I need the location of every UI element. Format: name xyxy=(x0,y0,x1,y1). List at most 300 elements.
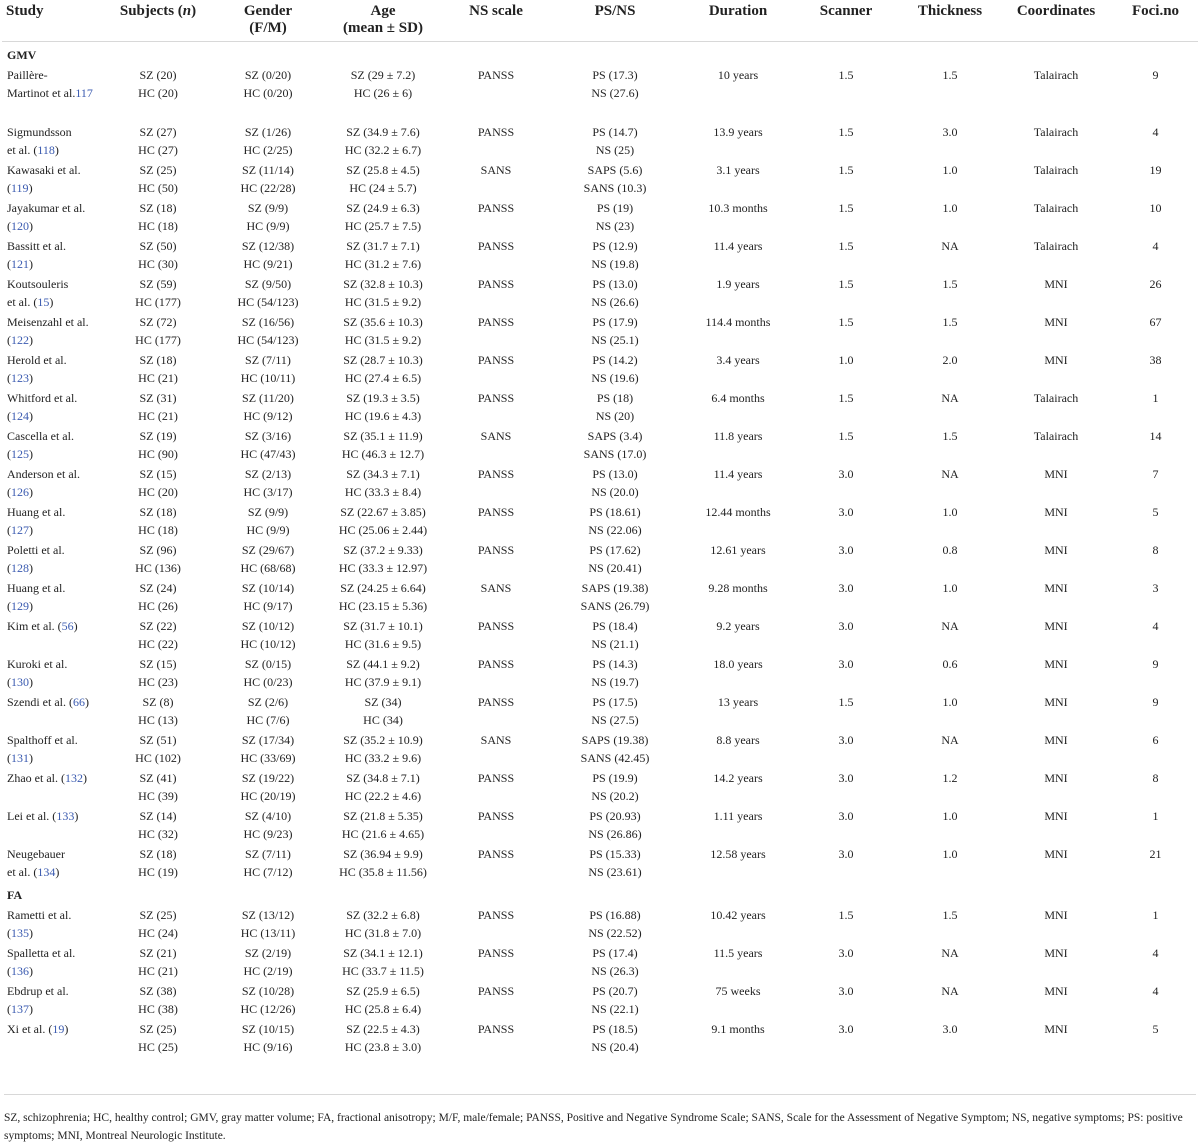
ns-scale-cell-sz: PANSS xyxy=(477,277,515,291)
gender-cell xyxy=(217,578,319,616)
ns-scale-cell-sz: PANSS xyxy=(477,543,515,557)
age-cell-sz: SZ (24.25 ± 6.64) xyxy=(340,581,426,595)
age-cell-sz: SZ (22.67 ± 3.85) xyxy=(340,505,426,519)
table-row xyxy=(2,198,1198,236)
scanner-cell-sz: 3.0 xyxy=(838,946,854,960)
duration-cell-sz: 75 weeks xyxy=(715,984,761,998)
gender-cell-hc: HC (12/26) xyxy=(240,1002,296,1016)
scanner-cell xyxy=(791,981,901,1019)
duration-cell-sz: 12.44 months xyxy=(705,505,771,519)
reference-link[interactable]: 127 xyxy=(11,523,29,537)
ps-ns-cell-sz: SAPS (3.4) xyxy=(587,429,643,443)
reference-link[interactable]: 122 xyxy=(11,333,29,347)
age-cell-sz: SZ (35.2 ± 10.9) xyxy=(343,733,423,747)
gender-cell-hc: HC (0/23) xyxy=(243,675,293,689)
ps-ns-cell-sz: SAPS (19.38) xyxy=(581,733,649,747)
coordinates-cell-sz: MNI xyxy=(1044,847,1068,861)
study-name: Sigmundsson xyxy=(7,125,72,139)
foci-cell xyxy=(1113,388,1198,426)
reference-link[interactable]: 121 xyxy=(11,257,29,271)
reference-link[interactable]: 123 xyxy=(11,371,29,385)
duration-cell-sz: 9.28 months xyxy=(708,581,768,595)
age-cell xyxy=(319,350,447,388)
scanner-cell xyxy=(791,540,901,578)
age-cell-hc: HC (33.3 ± 8.4) xyxy=(344,485,422,499)
scanner-cell xyxy=(791,844,901,882)
foci-cell-sz: 1 xyxy=(1152,391,1159,405)
table-row xyxy=(2,464,1198,502)
study-cell xyxy=(2,1019,99,1057)
study-name-cont: et al. (134) xyxy=(7,865,60,879)
col-ps-ns: PS/NS xyxy=(545,0,685,42)
subjects-cell xyxy=(99,1019,217,1057)
age-cell xyxy=(319,905,447,943)
ps-ns-cell-sz: PS (16.88) xyxy=(589,908,641,922)
study-cell xyxy=(2,350,99,388)
reference-link[interactable]: 135 xyxy=(11,926,29,940)
gender-cell xyxy=(217,464,319,502)
gender-cell xyxy=(217,160,319,198)
col-scanner: Scanner xyxy=(791,0,901,42)
ps-ns-cell-hc: NS (22.1) xyxy=(591,1002,639,1016)
subjects-cell xyxy=(99,502,217,540)
ps-ns-cell-sz: PS (20.93) xyxy=(589,809,641,823)
ps-ns-cell-hc: NS (19.8) xyxy=(591,257,639,271)
ps-ns-cell-hc: NS (25) xyxy=(595,143,635,157)
thickness-cell xyxy=(901,1019,999,1057)
ps-ns-cell xyxy=(545,160,685,198)
table-row xyxy=(2,160,1198,198)
ps-ns-cell-sz: SAPS (5.6) xyxy=(587,163,643,177)
duration-cell xyxy=(685,502,791,540)
table-row xyxy=(2,806,1198,844)
studies-table xyxy=(2,0,1198,1057)
age-cell-hc: HC (25.8 ± 6.4) xyxy=(344,1002,422,1016)
age-cell xyxy=(319,122,447,160)
duration-cell-sz: 3.4 years xyxy=(716,353,760,367)
thickness-cell xyxy=(901,654,999,692)
coordinates-cell-sz: MNI xyxy=(1044,809,1068,823)
ns-scale-cell-sz: SANS xyxy=(480,733,512,747)
age-cell-hc: HC (25.7 ± 7.5) xyxy=(344,219,422,233)
scanner-cell-sz: 1.5 xyxy=(838,201,854,215)
reference-link[interactable]: 128 xyxy=(11,561,29,575)
subjects-cell-hc: HC (25) xyxy=(138,1040,178,1054)
coordinates-cell xyxy=(999,426,1113,464)
scanner-cell-sz: 3.0 xyxy=(838,543,854,557)
age-cell-hc: HC (33.2 ± 9.6) xyxy=(344,751,422,765)
subjects-cell-sz: SZ (25) xyxy=(139,1022,177,1036)
reference-link[interactable]: 132 xyxy=(64,771,83,785)
study-name: Ebdrup et al. xyxy=(7,984,69,998)
study-name: Paillère- xyxy=(7,68,48,82)
reference-link[interactable]: 66 xyxy=(72,695,85,709)
gender-cell-sz: SZ (7/11) xyxy=(245,847,291,861)
coordinates-cell xyxy=(999,943,1113,981)
duration-cell-sz: 114.4 months xyxy=(705,315,771,329)
gender-cell-hc: HC (54/123) xyxy=(237,333,299,347)
duration-cell-sz: 11.4 years xyxy=(713,467,763,481)
scanner-cell xyxy=(791,236,901,274)
subjects-cell-hc: HC (23) xyxy=(138,675,178,689)
reference-link[interactable]: 137 xyxy=(11,1002,29,1016)
study-cell xyxy=(2,388,99,426)
ps-ns-cell xyxy=(545,464,685,502)
subjects-cell xyxy=(99,943,217,981)
coordinates-cell xyxy=(999,981,1113,1019)
gender-cell xyxy=(217,654,319,692)
study-name-cont: (135) xyxy=(7,926,33,940)
gender-cell-hc: HC (47/43) xyxy=(240,447,296,461)
table-row xyxy=(2,350,1198,388)
duration-cell-sz: 13.9 years xyxy=(713,125,763,139)
subjects-cell-hc: HC (24) xyxy=(138,926,178,940)
ns-scale-cell xyxy=(447,943,545,981)
study-name-cont: (127) xyxy=(7,523,33,537)
thickness-cell xyxy=(901,198,999,236)
ps-ns-cell-sz: PS (18.61) xyxy=(589,505,641,519)
gender-cell-sz: SZ (2/13) xyxy=(244,467,292,481)
ns-scale-cell-sz: PANSS xyxy=(477,908,515,922)
gender-cell xyxy=(217,65,319,122)
age-cell-sz: SZ (34.9 ± 7.6) xyxy=(346,125,420,139)
duration-cell xyxy=(685,806,791,844)
age-cell-hc: HC (31.8 ± 7.0) xyxy=(344,926,422,940)
study-name: Rametti et al. xyxy=(7,908,72,922)
subjects-cell xyxy=(99,274,217,312)
table-row xyxy=(2,616,1198,654)
ns-scale-cell-sz: PANSS xyxy=(477,467,515,481)
age-cell xyxy=(319,943,447,981)
duration-cell xyxy=(685,236,791,274)
study-name-cont: (123) xyxy=(7,371,33,385)
gender-cell xyxy=(217,806,319,844)
ps-ns-cell-hc: SANS (10.3) xyxy=(583,181,647,195)
ps-ns-cell xyxy=(545,312,685,350)
scanner-cell-sz: 1.5 xyxy=(838,68,854,82)
reference-link[interactable]: 130 xyxy=(11,675,29,689)
subjects-cell-hc: HC (32) xyxy=(138,827,178,841)
subjects-cell-sz: SZ (25) xyxy=(139,163,177,177)
ns-scale-cell-sz: PANSS xyxy=(477,695,515,709)
duration-cell-sz: 11.5 years xyxy=(713,946,763,960)
thickness-cell-sz: 1.0 xyxy=(942,809,958,823)
study-name: Poletti et al. xyxy=(7,543,65,557)
age-cell-sz: SZ (34.8 ± 7.1) xyxy=(346,771,420,785)
scanner-cell xyxy=(791,464,901,502)
scanner-cell-sz: 3.0 xyxy=(838,1022,854,1036)
foci-cell xyxy=(1113,122,1198,160)
age-cell-hc: HC (27.4 ± 6.5) xyxy=(344,371,422,385)
gender-cell-hc: HC (9/12) xyxy=(243,409,293,423)
reference-link[interactable]: 117 xyxy=(75,86,93,100)
subjects-cell xyxy=(99,981,217,1019)
gender-cell xyxy=(217,122,319,160)
scanner-cell-sz: 3.0 xyxy=(838,657,854,671)
foci-cell-sz: 4 xyxy=(1152,239,1159,253)
subjects-cell xyxy=(99,236,217,274)
coordinates-cell-sz: MNI xyxy=(1044,315,1068,329)
ns-scale-cell-sz: PANSS xyxy=(477,315,515,329)
study-cell xyxy=(2,692,99,730)
reference-link[interactable]: 56 xyxy=(61,619,74,633)
foci-cell xyxy=(1113,1019,1198,1057)
study-name-cont: (136) xyxy=(7,964,33,978)
study-name-cont: (119) xyxy=(7,181,33,195)
subjects-cell xyxy=(99,426,217,464)
subjects-cell-sz: SZ (31) xyxy=(139,391,177,405)
age-cell xyxy=(319,198,447,236)
foci-cell-sz: 8 xyxy=(1152,771,1159,785)
ps-ns-cell-hc: NS (26.86) xyxy=(588,827,642,841)
subjects-cell-sz: SZ (51) xyxy=(139,733,177,747)
age-cell-hc: HC (32.2 ± 6.7) xyxy=(344,143,422,157)
coordinates-cell-sz: MNI xyxy=(1044,467,1068,481)
ns-scale-cell xyxy=(447,905,545,943)
scanner-cell-sz: 1.0 xyxy=(838,353,854,367)
age-cell-hc: HC (25.06 ± 2.44) xyxy=(338,523,428,537)
ps-ns-cell xyxy=(545,1019,685,1057)
coordinates-cell-sz: MNI xyxy=(1044,619,1068,633)
age-cell-sz: SZ (31.7 ± 7.1) xyxy=(346,239,420,253)
foci-cell-sz: 9 xyxy=(1152,657,1159,671)
reference-link[interactable]: 15 xyxy=(37,295,50,309)
section-gmv xyxy=(2,42,1198,66)
ps-ns-cell xyxy=(545,981,685,1019)
table-row xyxy=(2,388,1198,426)
age-cell-sz: SZ (19.3 ± 3.5) xyxy=(346,391,420,405)
duration-cell xyxy=(685,350,791,388)
coordinates-cell-sz: MNI xyxy=(1044,277,1068,291)
subjects-cell-sz: SZ (25) xyxy=(139,908,177,922)
ps-ns-cell-sz: PS (19) xyxy=(596,201,634,215)
ps-ns-cell-hc: NS (22.06) xyxy=(588,523,642,537)
age-cell-hc: HC (22.2 ± 4.6) xyxy=(344,789,422,803)
study-name: Kawasaki et al. xyxy=(7,163,81,177)
age-cell xyxy=(319,236,447,274)
subjects-cell xyxy=(99,654,217,692)
coordinates-cell xyxy=(999,692,1113,730)
table-row xyxy=(2,1019,1198,1057)
reference-link[interactable]: 126 xyxy=(11,485,29,499)
table-row xyxy=(2,981,1198,1019)
subjects-cell-hc: HC (50) xyxy=(138,181,178,195)
duration-cell xyxy=(685,464,791,502)
reference-link[interactable]: 125 xyxy=(11,447,29,461)
ns-scale-cell xyxy=(447,768,545,806)
foci-cell xyxy=(1113,426,1198,464)
reference-link[interactable]: 120 xyxy=(11,219,29,233)
age-cell-sz: SZ (28.7 ± 10.3) xyxy=(343,353,423,367)
subjects-cell-sz: SZ (50) xyxy=(139,239,177,253)
col-coordinates: Coordinates xyxy=(999,0,1113,42)
age-cell-sz: SZ (22.5 ± 4.3) xyxy=(346,1022,420,1036)
age-cell-sz: SZ (44.1 ± 9.2) xyxy=(346,657,420,671)
duration-cell xyxy=(685,312,791,350)
ps-ns-cell-hc: NS (20.41) xyxy=(588,561,642,575)
study-name: Jayakumar et al. xyxy=(7,201,86,215)
thickness-cell-sz: 1.2 xyxy=(942,771,958,785)
ps-ns-cell xyxy=(545,844,685,882)
ns-scale-cell xyxy=(447,236,545,274)
foci-cell xyxy=(1113,502,1198,540)
ps-ns-cell xyxy=(545,806,685,844)
table-row xyxy=(2,692,1198,730)
subjects-cell xyxy=(99,388,217,426)
ps-ns-cell-hc: NS (27.5) xyxy=(591,713,639,727)
ps-ns-cell xyxy=(545,578,685,616)
duration-cell xyxy=(685,981,791,1019)
foci-cell-sz: 19 xyxy=(1149,163,1162,177)
duration-cell xyxy=(685,426,791,464)
ps-ns-cell xyxy=(545,905,685,943)
reference-link[interactable]: 118 xyxy=(37,143,55,157)
subjects-cell-sz: SZ (18) xyxy=(139,201,177,215)
ns-scale-cell xyxy=(447,312,545,350)
ns-scale-cell-sz: PANSS xyxy=(477,68,515,82)
thickness-cell-sz: 1.5 xyxy=(942,315,958,329)
gender-cell-sz: SZ (10/28) xyxy=(241,984,295,998)
scanner-cell-sz: 3.0 xyxy=(838,847,854,861)
table-footnote: SZ, schizophrenia; HC, healthy control; GMV, gray matter volume; FA, fractional anisotropy; M/F, male/female; PANSS, Positive and Negative Syndrome Scale; SANS, Scale for the Assessment of Negative Symptom; NS, negative symptoms; PS: positive symptoms; MNI, Montreal Neurologic Institute. xyxy=(4,1094,1196,1145)
subjects-cell-sz: SZ (19) xyxy=(139,429,177,443)
gender-cell-hc: HC (7/12) xyxy=(243,865,293,879)
reference-link[interactable]: 124 xyxy=(11,409,29,423)
thickness-cell-sz: 1.5 xyxy=(942,429,958,443)
study-name-cont: (121) xyxy=(7,257,33,271)
subjects-cell-sz: SZ (14) xyxy=(139,809,177,823)
duration-cell xyxy=(685,943,791,981)
coordinates-cell-sz: MNI xyxy=(1044,695,1068,709)
foci-cell-sz: 7 xyxy=(1152,467,1159,481)
gender-cell xyxy=(217,905,319,943)
gender-cell-sz: SZ (16/56) xyxy=(241,315,295,329)
gender-cell xyxy=(217,274,319,312)
foci-cell xyxy=(1113,844,1198,882)
thickness-cell-sz: NA xyxy=(941,619,959,633)
thickness-cell xyxy=(901,236,999,274)
ps-ns-cell-sz: PS (13.0) xyxy=(592,277,638,291)
coordinates-cell xyxy=(999,578,1113,616)
duration-cell-sz: 14.2 years xyxy=(713,771,763,785)
gender-cell-sz: SZ (9/9) xyxy=(247,201,289,215)
foci-cell xyxy=(1113,905,1198,943)
gender-cell-hc: HC (7/6) xyxy=(246,713,290,727)
ps-ns-cell-hc: NS (19.6) xyxy=(591,371,639,385)
foci-cell-sz: 4 xyxy=(1152,125,1159,139)
foci-cell xyxy=(1113,312,1198,350)
foci-cell-sz: 9 xyxy=(1152,695,1159,709)
study-cell xyxy=(2,905,99,943)
duration-cell-sz: 9.1 months xyxy=(711,1022,765,1036)
foci-cell-sz: 26 xyxy=(1149,277,1162,291)
reference-link[interactable]: 133 xyxy=(56,809,75,823)
gender-cell-hc: HC (3/17) xyxy=(243,485,293,499)
foci-cell xyxy=(1113,806,1198,844)
coordinates-cell xyxy=(999,540,1113,578)
coordinates-cell xyxy=(999,464,1113,502)
study-name-cont: (128) xyxy=(7,561,33,575)
ns-scale-cell xyxy=(447,502,545,540)
gender-cell xyxy=(217,540,319,578)
subjects-cell-hc: HC (20) xyxy=(138,485,178,499)
age-cell-sz: SZ (29 ± 7.2) xyxy=(350,68,416,82)
reference-link[interactable]: 19 xyxy=(52,1022,65,1036)
duration-cell xyxy=(685,540,791,578)
ps-ns-cell-hc: SANS (17.0) xyxy=(583,447,647,461)
subjects-cell-hc: HC (20) xyxy=(138,86,178,100)
reference-link[interactable]: 129 xyxy=(11,599,29,613)
gender-cell-sz: SZ (9/9) xyxy=(247,505,289,519)
study-name-cont: (120) xyxy=(7,219,33,233)
thickness-cell xyxy=(901,160,999,198)
foci-cell xyxy=(1113,578,1198,616)
col-age: Age (mean ± SD) xyxy=(319,0,447,42)
foci-cell xyxy=(1113,198,1198,236)
ps-ns-cell-hc: NS (21.1) xyxy=(591,637,639,651)
reference-link[interactable]: 119 xyxy=(11,181,29,195)
age-cell xyxy=(319,806,447,844)
study-cell xyxy=(2,806,99,844)
reference-link[interactable]: 134 xyxy=(37,865,56,879)
table-row xyxy=(2,312,1198,350)
thickness-cell xyxy=(901,844,999,882)
subjects-cell-sz: SZ (96) xyxy=(139,543,177,557)
subjects-cell xyxy=(99,65,217,122)
ns-scale-cell xyxy=(447,350,545,388)
subjects-cell-hc: HC (90) xyxy=(138,447,178,461)
duration-cell xyxy=(685,768,791,806)
foci-cell-sz: 5 xyxy=(1152,1022,1159,1036)
scanner-cell xyxy=(791,65,901,122)
col-gender: Gender (F/M) xyxy=(217,0,319,42)
subjects-cell-sz: SZ (20) xyxy=(139,68,177,82)
table-row xyxy=(2,236,1198,274)
reference-link[interactable]: 136 xyxy=(11,964,29,978)
subjects-cell-hc: HC (22) xyxy=(138,637,178,651)
foci-cell xyxy=(1113,943,1198,981)
study-name-cont: (137) xyxy=(7,1002,33,1016)
foci-cell-sz: 4 xyxy=(1152,984,1159,998)
study-name: Bassitt et al. xyxy=(7,239,66,253)
subjects-cell-sz: SZ (22) xyxy=(139,619,177,633)
ps-ns-cell-hc: NS (20.0) xyxy=(591,485,639,499)
age-cell-hc: HC (34) xyxy=(363,713,403,727)
gender-cell-hc: HC (54/123) xyxy=(237,295,299,309)
foci-cell-sz: 21 xyxy=(1149,847,1162,861)
table-row xyxy=(2,426,1198,464)
ns-scale-cell-sz: SANS xyxy=(480,581,512,595)
table-row xyxy=(2,578,1198,616)
coordinates-cell-sz: Talairach xyxy=(1033,429,1079,443)
coordinates-cell xyxy=(999,388,1113,426)
foci-cell-sz: 8 xyxy=(1152,543,1159,557)
reference-link[interactable]: 131 xyxy=(11,751,29,765)
ps-ns-cell-sz: SAPS (19.38) xyxy=(581,581,649,595)
thickness-cell-sz: NA xyxy=(941,391,959,405)
gender-cell xyxy=(217,198,319,236)
coordinates-cell xyxy=(999,844,1113,882)
gender-cell-sz: SZ (2/6) xyxy=(247,695,289,709)
study-name: Meisenzahl et al. xyxy=(7,315,89,329)
subjects-cell-hc: HC (177) xyxy=(135,333,181,347)
subjects-cell xyxy=(99,730,217,768)
thickness-cell-sz: NA xyxy=(941,239,959,253)
ns-scale-cell xyxy=(447,426,545,464)
gender-cell-hc: HC (22/28) xyxy=(240,181,296,195)
age-cell-hc: HC (31.6 ± 9.5) xyxy=(344,637,422,651)
subjects-cell-hc: HC (102) xyxy=(135,751,181,765)
